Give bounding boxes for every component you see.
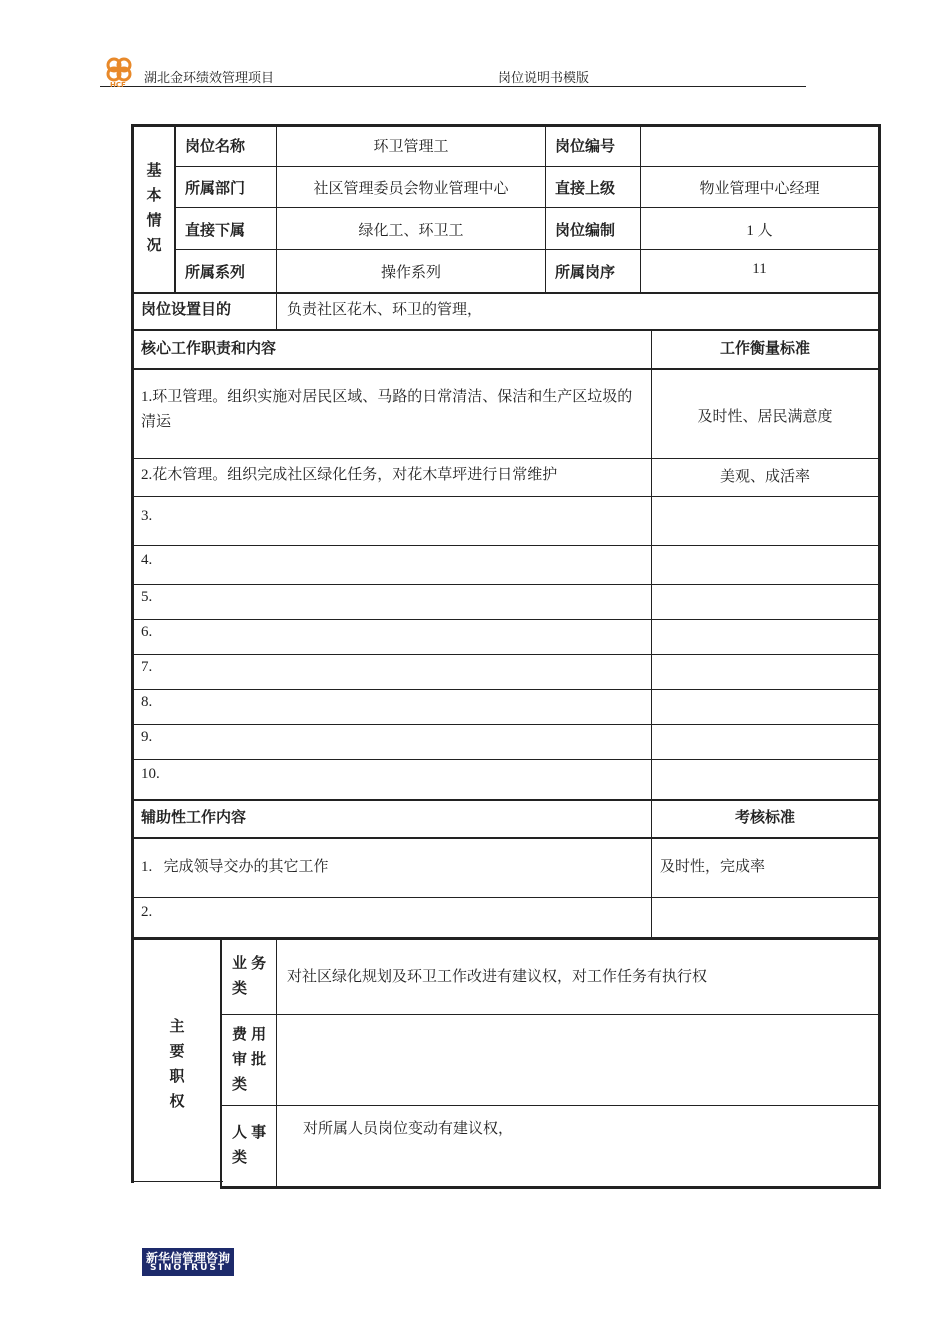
subordinates-value: 绿化工、环卫工 [358,223,464,239]
core-duty-3: 3. [141,508,153,524]
expense-authority-label: 费 用 审 批 类 [232,1026,267,1093]
core-duty-4: 4. [141,552,153,568]
personnel-authority-label: 人 事 类 [232,1124,267,1166]
logo-text: HCF [110,81,126,88]
aux-standard-title: 考核标准 [734,809,795,826]
core-standard-2: 美观、成活率 [719,469,810,485]
core-standard-1: 及时性、居民满意度 [697,409,833,425]
business-authority-label: 业 务 类 [232,955,267,997]
aux-duty-1: 1. 完成领导交办的其它工作 [141,859,329,875]
subordinates-label: 直接下属 [185,222,246,239]
series-value: 操作系列 [380,265,441,281]
supervisor-value: 物业管理中心经理 [699,181,820,197]
footer-logo-cn: 新华信管理咨询 [145,1251,230,1265]
footer-logo-en: SINOTRUST [149,1263,226,1273]
aux-duties-title: 辅助性工作内容 [141,809,247,826]
headcount-label: 岗位编制 [555,222,616,239]
project-name: 湖北金环绩效管理项目 [144,70,275,85]
grade-value: 11 [752,261,767,277]
authority-side-label: 主 要 职 权 [169,1018,185,1110]
supervisor-label: 直接上级 [555,180,616,197]
core-duty-2: 2.花木管理。组织完成社区绿化任务，对花木草坪进行日常维护 [141,467,558,483]
company-logo-icon [100,54,140,88]
core-duty-10: 10. [141,766,160,782]
grade-label: 所属岗序 [555,264,616,281]
page-header [100,54,806,87]
headcount-value: 1 人 [746,223,773,239]
business-authority-text: 对社区绿化规划及环卫工作改进有建议权，对工作任务有执行权 [287,969,708,985]
core-standard-title: 工作衡量标准 [719,340,810,357]
job-name-value: 环卫管理工 [373,139,449,155]
series-label: 所属系列 [185,264,246,281]
job-code-label: 岗位编号 [555,138,616,155]
aux-duty-2: 2. [141,904,153,920]
personnel-authority-text: 对所属人员岗位变动有建议权， [303,1121,514,1137]
core-duty-6: 6. [141,624,153,640]
aux-standard-1: 及时性，完成率 [660,859,766,875]
core-duties-title: 核心工作职责和内容 [141,340,277,357]
purpose-value: 负责社区花木、环卫的管理， [287,302,483,318]
core-duty-8: 8. [141,694,153,710]
sinotrust-logo [142,1248,234,1276]
document-title: 岗位说明书模版 [498,70,590,85]
job-name-label: 岗位名称 [185,138,246,155]
department-value: 社区管理委员会物业管理中心 [313,181,509,197]
core-duty-1: 1.环卫管理。组织实施对居民区域、马路的日常清洁、保洁和生产区垃圾的清运 [141,389,633,430]
core-duty-9: 9. [141,729,153,745]
core-duty-7: 7. [141,659,153,675]
department-label: 所属部门 [185,180,246,197]
core-duty-5: 5. [141,589,153,605]
basic-info-side-label: 基 本 情 况 [146,162,162,254]
purpose-label: 岗位设置目的 [141,301,232,318]
